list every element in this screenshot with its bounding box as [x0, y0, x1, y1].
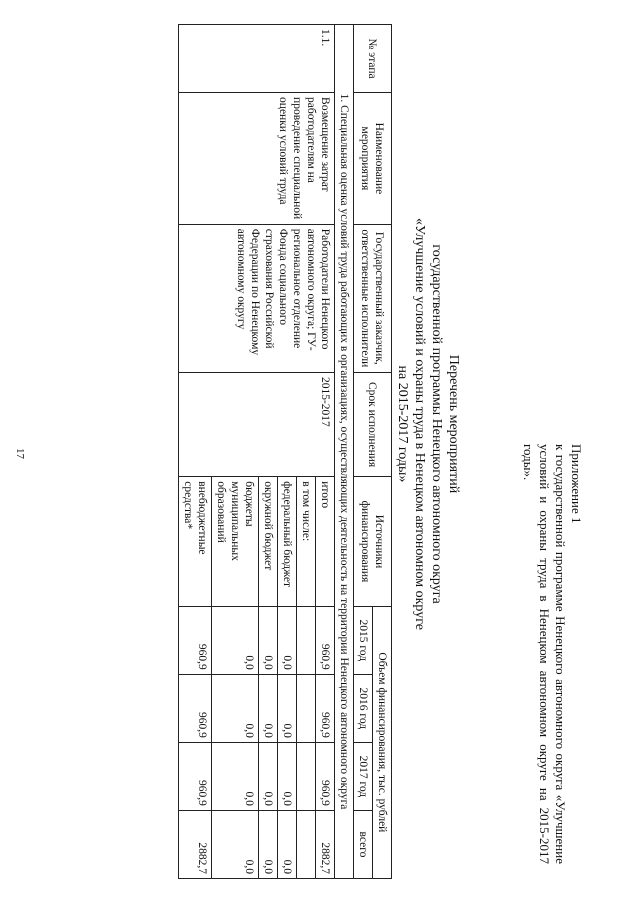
row-stage: 1.1.: [179, 25, 335, 93]
header-2015: 2015 год: [354, 606, 373, 674]
value-2017: [297, 742, 316, 810]
document-title: [394, 154, 462, 694]
title-line-3: «Улучшение условий и охраны труда в Ненецком автономном округе: [412, 218, 427, 630]
value-2015: 960,9: [179, 606, 212, 674]
value-total: 0,0: [259, 810, 278, 878]
row-term: 2015-2017: [179, 372, 335, 476]
header-name: Наименование мероприятия: [354, 93, 392, 225]
source-cell: в том числе:: [297, 477, 316, 607]
value-total: 2882,7: [316, 810, 335, 878]
value-2016: 0,0: [259, 674, 278, 742]
value-2016: 0,0: [212, 674, 259, 742]
page-number: 17: [14, 448, 26, 459]
header-term: Срок исполнения: [354, 372, 392, 476]
value-total: 0,0: [212, 810, 259, 878]
source-cell: бюджеты муниципальных образований: [212, 477, 259, 607]
value-2015: [297, 606, 316, 674]
header-funding: Объем финансирования, тыс. рублей: [373, 606, 392, 878]
row-customer: Работодатели Ненецкого автономного округа; ГУ-региональное отделение Фонда социального страхования Российской Федерации по Ненецкому автономному округу: [179, 224, 335, 372]
source-cell: федеральный бюджет: [278, 477, 297, 607]
rotated-page-content: [22, 24, 612, 884]
row-name: Возмещение затрат работодателям на проведение специальной оценки условий труда: [179, 93, 335, 225]
measures-table: [178, 24, 392, 879]
appendix-note: [520, 444, 584, 864]
value-2015: 0,0: [259, 606, 278, 674]
value-2017: 0,0: [278, 742, 297, 810]
title-line-2: государственной программы Ненецкого автономного округа: [429, 244, 444, 604]
value-2015: 0,0: [212, 606, 259, 674]
title-line-4: на 2015-2017 годы»: [395, 365, 410, 483]
value-2016: 0,0: [278, 674, 297, 742]
title-line-1: Перечень мероприятий: [446, 354, 461, 494]
value-2016: 960,9: [179, 674, 212, 742]
value-total: 2882,7: [179, 810, 212, 878]
value-2017: 960,9: [316, 742, 335, 810]
header-total: всего: [354, 810, 373, 878]
value-2017: 0,0: [259, 742, 278, 810]
appendix-text: к государственной программе Ненецкого автономного округа «Улучшение условий и охраны труда в Ненецком автономном округе на 2015-2017 годы».: [521, 444, 568, 864]
header-sources: Источники финансирования: [354, 477, 392, 607]
value-2017: 0,0: [212, 742, 259, 810]
value-2016: 960,9: [316, 674, 335, 742]
section-heading: 1. Специальная оценка условий труда работающих в организациях, осуществляющих деятельность на территории Ненецкого автономного округа: [335, 25, 354, 879]
source-cell: внебюджетные средства*: [179, 477, 212, 607]
source-cell: итого: [316, 477, 335, 607]
header-stage: № этапа: [354, 25, 392, 93]
header-2017: 2017 год: [354, 742, 373, 810]
value-2015: 0,0: [278, 606, 297, 674]
value-2017: 960,9: [179, 742, 212, 810]
appendix-title: Приложение 1: [569, 444, 584, 524]
header-2016: 2016 год: [354, 674, 373, 742]
value-2015: 960,9: [316, 606, 335, 674]
value-total: [297, 810, 316, 878]
header-customer: Государственный заказчик, ответственные исполнители: [354, 224, 392, 372]
source-cell: окружной бюджет: [259, 477, 278, 607]
value-2016: [297, 674, 316, 742]
value-total: 0,0: [278, 810, 297, 878]
